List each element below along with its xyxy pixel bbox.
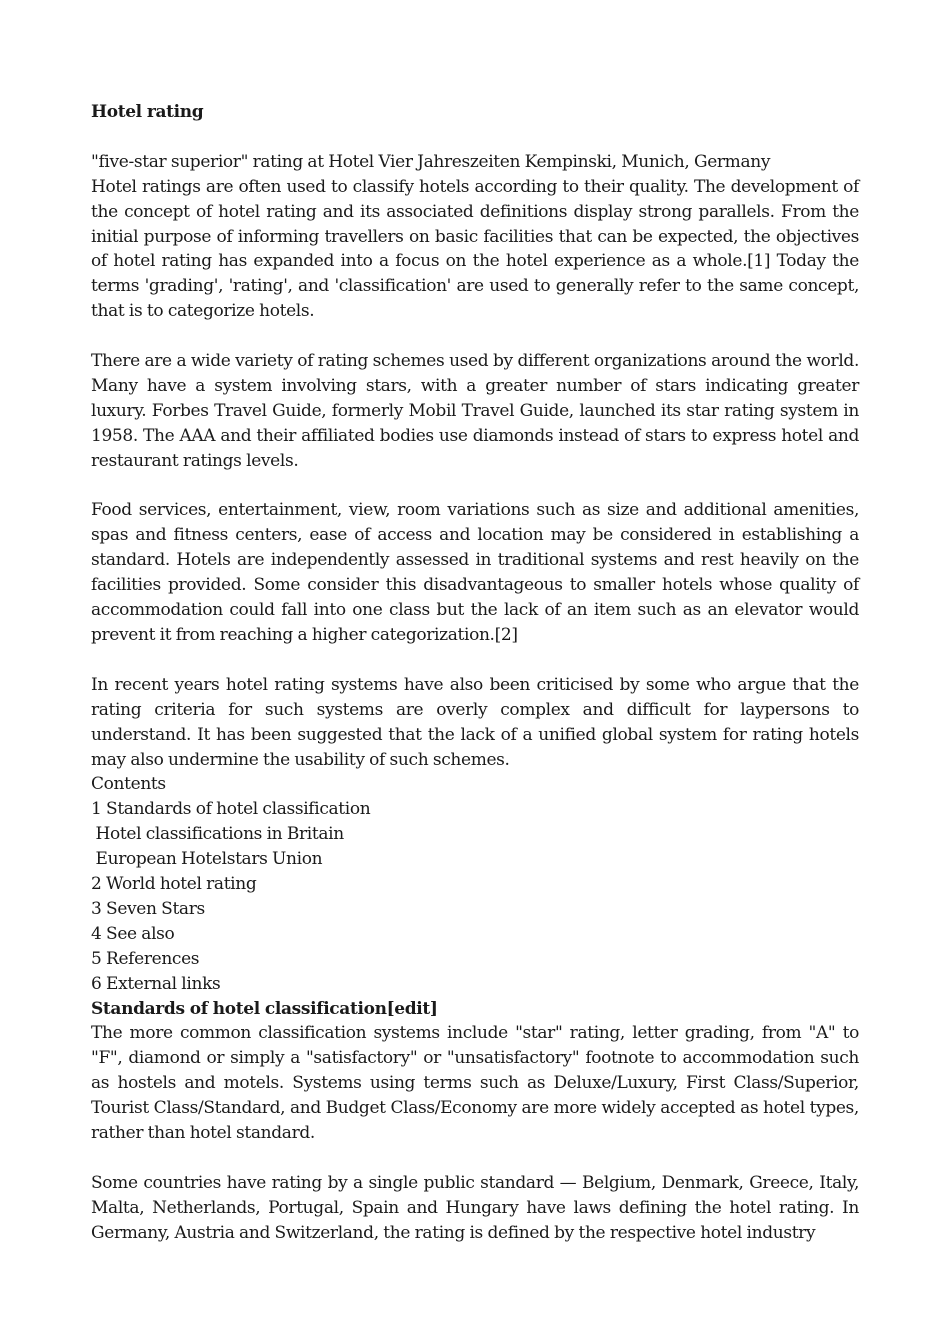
spacer xyxy=(91,474,859,499)
spacer xyxy=(91,324,859,349)
table-of-contents xyxy=(91,797,859,996)
article-title: Hotel rating xyxy=(91,102,204,122)
document-page xyxy=(91,100,859,1246)
toc-item[interactable]: 6 External links xyxy=(91,973,221,994)
spacer xyxy=(91,648,859,673)
image-caption: "five-star superior" rating at Hotel Vier Jahreszeiten Kempinski, Munich, Germany xyxy=(91,151,771,172)
toc-item[interactable]: 3 Seven Stars xyxy=(91,898,205,919)
section-paragraph: The more common classification systems include "star" rating, letter grading, from "A" to "F", diamond or simply a "satisfactory" or "unsatisfactory" footnote to accommodation such as hostels and motels. Systems using terms such as Deluxe/Luxury, First Class/Superior, Tourist Class/Standard, and Budget Class/Economy are more widely accepted as hotel types, rather than hotel standard. xyxy=(91,1023,859,1144)
section-heading: Standards of hotel classification[edit] xyxy=(91,998,438,1019)
toc-item[interactable]: 5 References xyxy=(91,948,200,969)
spacer xyxy=(91,1146,859,1171)
section-paragraph: Some countries have rating by a single public standard — Belgium, Denmark, Greece, Italy, Malta, Netherlands, Portugal, Spain and Hungary have laws defining the hotel rating. In Germany, Austria and Switzerland, the rating is defined by the respective hotel industry xyxy=(91,1172,859,1243)
toc-item[interactable]: European Hotelstars Union xyxy=(91,849,323,870)
intro-paragraph: Hotel ratings are often used to classify hotels according to their quality. The development of the concept of hotel rating and its associated definitions display strong parallels. From the initial purpose of informing travellers on basic facilities that can be expected, the objectives of hotel rating has expanded into a focus on the hotel experience as a whole.[1] Today the terms 'grading', 'rating', and 'classification' are used to generally refer to the same concept, that is to categorize hotels. xyxy=(91,176,859,322)
toc-item[interactable]: 2 World hotel rating xyxy=(91,874,257,895)
intro-paragraph: Food services, entertainment, view, room variations such as size and additional amenities, spas and fitness centers, ease of access and location may be considered in establishing a standard. Hotels are independently assessed in traditional systems and rest heavily on the facilities provided. Some consider this disadvantageous to smaller hotels whose quality of accommodation could fall into one class but the lack of an item such as an elevator would prevent it from reaching a higher categorization.[2] xyxy=(91,500,859,645)
toc-item[interactable]: 4 See also xyxy=(91,923,175,944)
spacer xyxy=(91,125,859,150)
toc-item[interactable]: Hotel classifications in Britain xyxy=(91,824,344,845)
intro-paragraph: In recent years hotel rating systems have also been criticised by some who argue that the rating criteria for such systems are overly complex and difficult for laypersons to understand. It has been suggested that the lack of a unified global system for rating hotels may also undermine the usability of such schemes. xyxy=(91,674,859,770)
intro-paragraph: There are a wide variety of rating schemes used by different organizations around the world. Many have a system involving stars, with a greater number of stars indicating greater luxury. Forbes Travel Guide, formerly Mobil Travel Guide, launched its star rating system in 1958. The AAA and their affiliated bodies use diamonds instead of stars to express hotel and restaurant ratings levels. xyxy=(91,351,859,471)
toc-item[interactable]: 1 Standards of hotel classification xyxy=(91,799,371,820)
contents-label: Contents xyxy=(91,774,166,795)
